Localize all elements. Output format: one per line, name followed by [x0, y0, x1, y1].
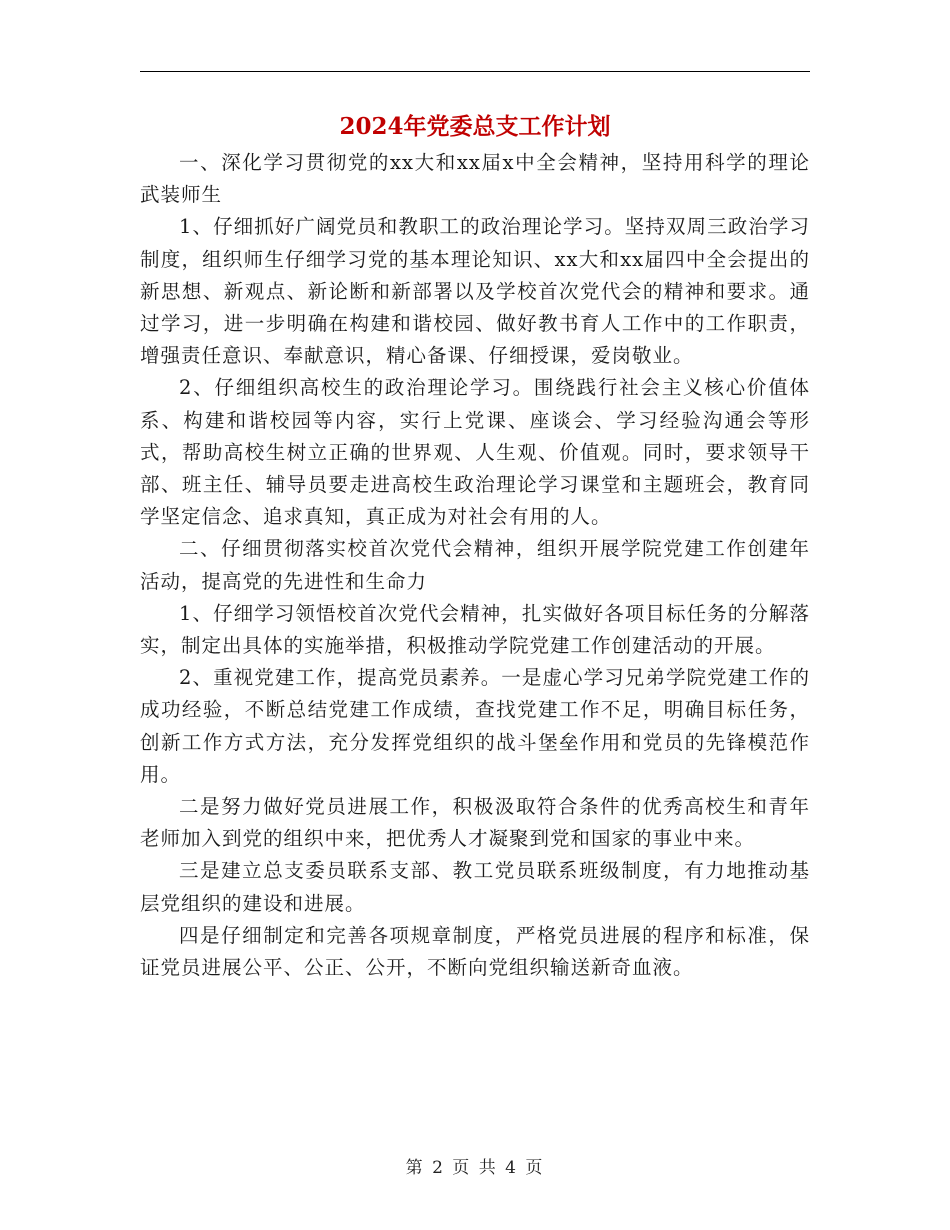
document-body: [140, 147, 810, 984]
document-title: 2024年党委总支工作计划: [339, 113, 611, 140]
section-heading-2: 二、仔细贯彻落实校首次党代会精神，组织开展学院党建工作创建年活动，提高党的先进性和生命力: [140, 537, 810, 593]
paragraph-2-3: 二是努力做好党员进展工作，积极汲取符合条件的优秀高校生和青年老师加入到党的组织中来，把优秀人才凝聚到党和国家的事业中来。: [140, 795, 810, 851]
paragraph-2-1: 1、仔细学习领悟校首次党代会精神，扎实做好各项目标任务的分解落实，制定出具体的实施举措，积极推动学院党建工作创建活动的开展。: [140, 601, 810, 658]
section-heading-1: 一、深化学习贯彻党的xx大和xx届x中全会精神，坚持用科学的理论武装师生: [140, 151, 810, 207]
paragraph-1-1: 1、仔细抓好广阔党员和教职工的政治理论学习。坚持双周三政治学习制度，组织师生仔细学习党的基本理论知识、xx大和xx届四中全会提出的新思想、新观点、新论断和新部署以及学校首次党代会的精神和要求。通过学习，进一步明确在构建和谐校园、做好教书育人工作中的工作职责，增强责任意识、奉献意识，精心备课、仔细授课，爱岗敬业。: [140, 215, 810, 368]
paragraph-1-2: 2、仔细组织高校生的政治理论学习。围绕践行社会主义核心价值体系、构建和谐校园等内容，实行上党课、座谈会、学习经验沟通会等形式，帮助高校生树立正确的世界观、人生观、价值观。同时，要求领导干部、班主任、辅导员要走进高校生政治理论学习课堂和主题班会，教育同学坚定信念、追求真知，真正成为对社会有用的人。: [140, 376, 810, 529]
page-number: 第 2 页 共 4 页: [405, 1158, 545, 1178]
paragraph-2-4: 三是建立总支委员联系支部、教工党员联系班级制度，有力地推动基层党组织的建设和进展。: [140, 859, 810, 915]
header-rule: [140, 71, 810, 72]
paragraph-2-2: 2、重视党建工作，提高党员素养。一是虚心学习兄弟学院党建工作的成功经验，不断总结党建工作成绩，查找党建工作不足，明确目标任务，创新工作方式方法，充分发挥党组织的战斗堡垒作用和党员的先锋模范作用。: [140, 666, 810, 786]
paragraph-2-5: 四是仔细制定和完善各项规章制度，严格党员进展的程序和标准，保证党员进展公平、公正、公开，不断向党组织输送新奇血液。: [140, 923, 810, 980]
